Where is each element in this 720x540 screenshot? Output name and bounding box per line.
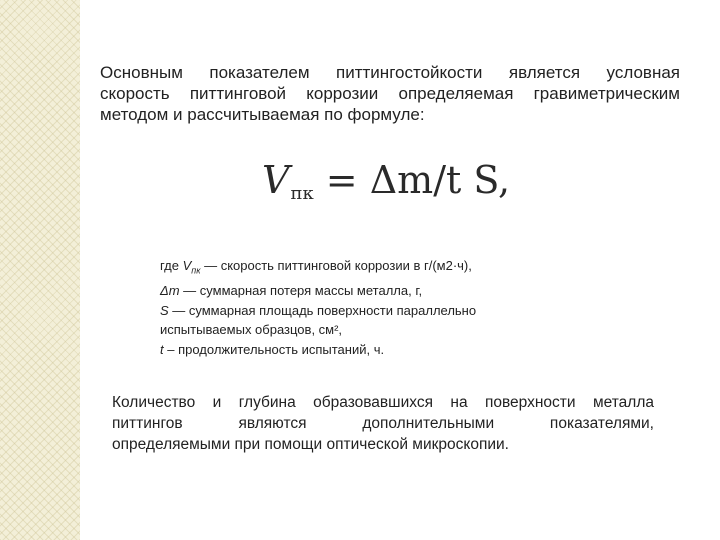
decorative-side-strip	[0, 0, 80, 540]
legend-s-desc: — суммарная площадь поверхности параллельно	[168, 302, 477, 318]
legend-v-desc: — скорость питтинговой коррозии в г/(м2·ч),	[200, 258, 472, 273]
intro-line-2: скорость питтинговой коррозии определяемая гравиметрическим	[100, 84, 680, 103]
pitting-rate-formula	[262, 158, 511, 218]
outro-line-1: Количество и глубина образовавшихся на поверхности металла	[112, 394, 654, 411]
legend-t-symbol: t	[160, 341, 164, 357]
legend-s-symbol: S	[160, 302, 169, 318]
outro-line-3: определяемыми при помощи оптической микроскопии.	[112, 436, 509, 453]
legend-prefix: где	[160, 258, 183, 273]
intro-paragraph	[100, 62, 680, 125]
legend-m-symbol: Δm	[160, 283, 180, 299]
intro-line-1: Основным показателем питтингостойкости является условная	[100, 63, 680, 82]
formula-rhs: = Δm/t S,	[325, 158, 511, 202]
legend-v-subscript: пк	[191, 265, 201, 276]
legend-t-desc: – продолжительность испытаний, ч.	[163, 341, 385, 357]
formula-lhs: V	[262, 158, 290, 202]
outro-line-2: питтингов являются дополнительными показателями,	[112, 415, 654, 432]
legend-m-desc: — суммарная потеря массы металла, г,	[179, 283, 423, 299]
legend-row-t	[160, 340, 540, 360]
legend-v-symbol: V	[182, 258, 192, 273]
legend-row-s-cont: испытываемых образцов, см²,	[160, 322, 343, 338]
legend-row-m	[160, 281, 540, 301]
outro-paragraph	[112, 392, 654, 455]
formula-legend	[160, 256, 540, 359]
formula-lhs-subscript: пк	[290, 183, 314, 204]
legend-row-s	[160, 301, 540, 321]
legend-row-v	[160, 256, 540, 281]
intro-line-3: методом и рассчитываемая по формуле:	[100, 105, 425, 124]
